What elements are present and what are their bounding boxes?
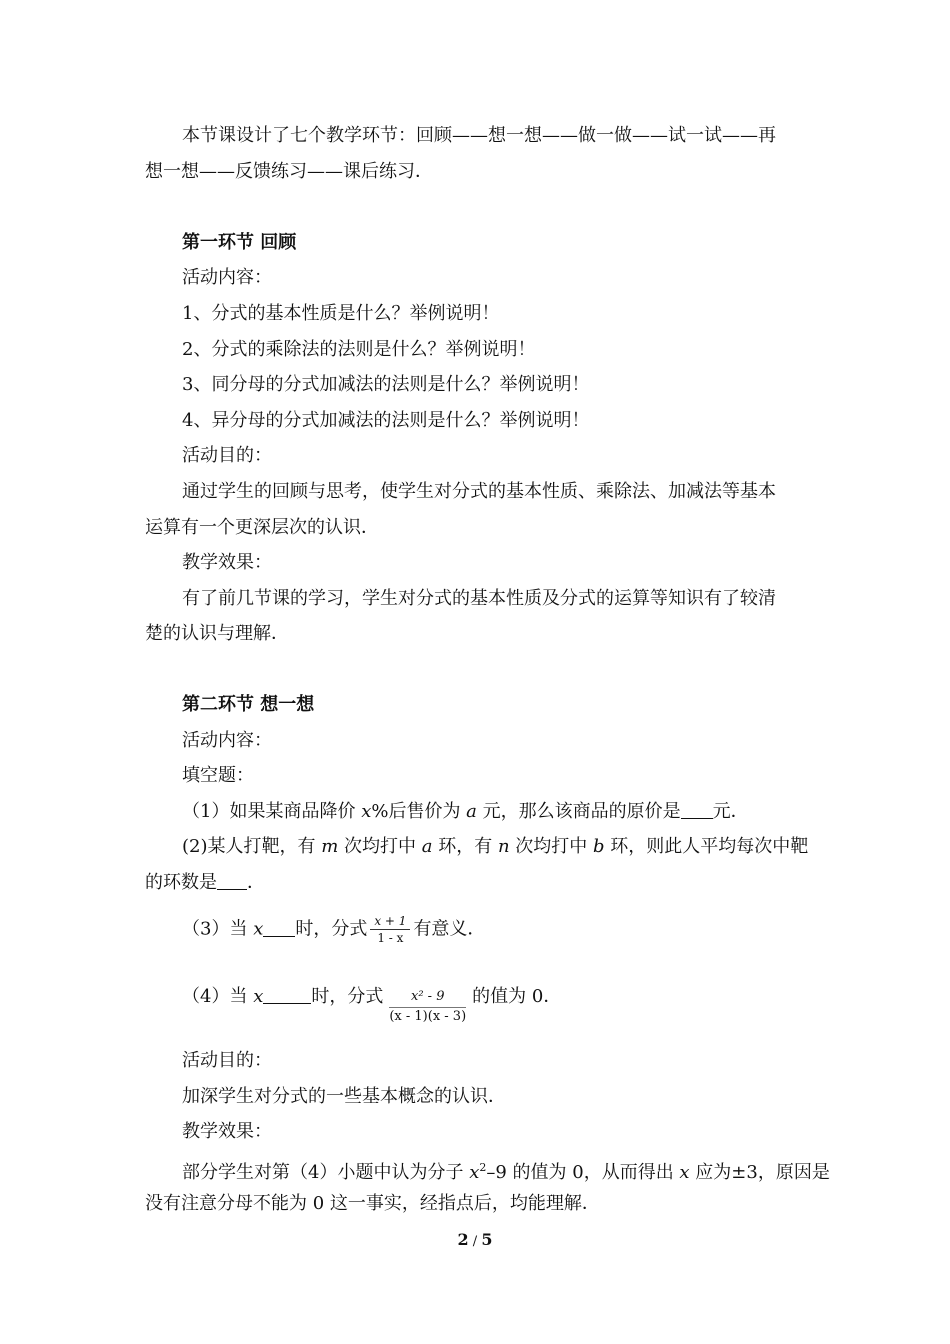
section1-goal-label: 活动目的：	[182, 445, 272, 466]
answer-blank	[263, 985, 311, 1004]
section2-goal-text: 加深学生对分式的一些基本概念的认识．	[182, 1086, 506, 1107]
intro-line-2: 想一想——反馈练习——课后练习．	[145, 161, 433, 182]
section2-effect-label: 教学效果：	[182, 1121, 272, 1142]
section1-item-2: 2、分式的乘除法的法则是什么？举例说明！	[182, 339, 536, 360]
section1-item-3: 3、同分母的分式加减法的法则是什么？举例说明！	[182, 374, 590, 395]
answer-blank	[681, 800, 713, 819]
fraction-q4: $\frac{\text{x² - 9}}{(x - 1)(x - 3)}$	[389, 989, 467, 1024]
section2-goal-label: 活动目的：	[182, 1050, 272, 1071]
section2-fill-label: 填空题：	[182, 765, 254, 786]
section2-effect-line-2: 没有注意分母不能为 0 这一事实，经指点后，均能理解．	[145, 1193, 600, 1214]
section1-content-label: 活动内容：	[182, 267, 272, 288]
intro-line-1: 本节课设计了七个教学环节：回顾——想一想——做一做——试一试——再	[182, 125, 776, 146]
page-number: 2 / 5	[457, 1230, 493, 1249]
section1-title: 第一环节 回顾	[182, 232, 297, 253]
answer-blank	[217, 871, 247, 890]
section2-effect-line-1: 部分学生对第（4）小题中认为分子 $x^2-9$ 的值为 0，从而得出 x 应为±3，原因是	[182, 1161, 830, 1183]
section1-effect-line-2: 楚的认识与理解．	[145, 623, 289, 644]
section1-goal-line-2: 运算有一个更深层次的认识．	[145, 517, 379, 538]
question-2-line-2: 的环数是 ．	[145, 872, 265, 893]
section1-goal-line-1: 通过学生的回顾与思考，使学生对分式的基本性质、乘除法、加减法等基本	[182, 481, 776, 502]
fraction-q3: $\frac{x + 1}{1 - x}$	[370, 914, 410, 945]
question-4: （4）当 x 时，分式 $\frac{\text{x² - 9}}{(x - 1)(x - 3)}$ 的值为 0．	[182, 986, 562, 1024]
section1-effect-line-1: 有了前几节课的学习，学生对分式的基本性质及分式的运算等知识有了较清	[182, 588, 776, 609]
section2-title: 第二环节 想一想	[182, 694, 315, 715]
answer-blank	[263, 918, 295, 937]
section1-item-4: 4、异分母的分式加减法的法则是什么？举例说明！	[182, 410, 590, 431]
question-3: （3）当 x 时，分式 $\frac{x + 1}{1 - x}$ 有意义．	[182, 914, 486, 945]
question-1: （1）如果某商品降价 x%后售价为 a 元，那么该商品的原价是 元．	[182, 801, 749, 822]
section1-effect-label: 教学效果：	[182, 552, 272, 573]
question-2-line-1: (2)某人打靶，有 m 次均打中 a 环，有 n 次均打中 b 环，则此人平均每次中靶	[182, 836, 809, 857]
section1-item-1: 1、分式的基本性质是什么？举例说明！	[182, 303, 500, 324]
section2-content-label: 活动内容：	[182, 730, 272, 751]
